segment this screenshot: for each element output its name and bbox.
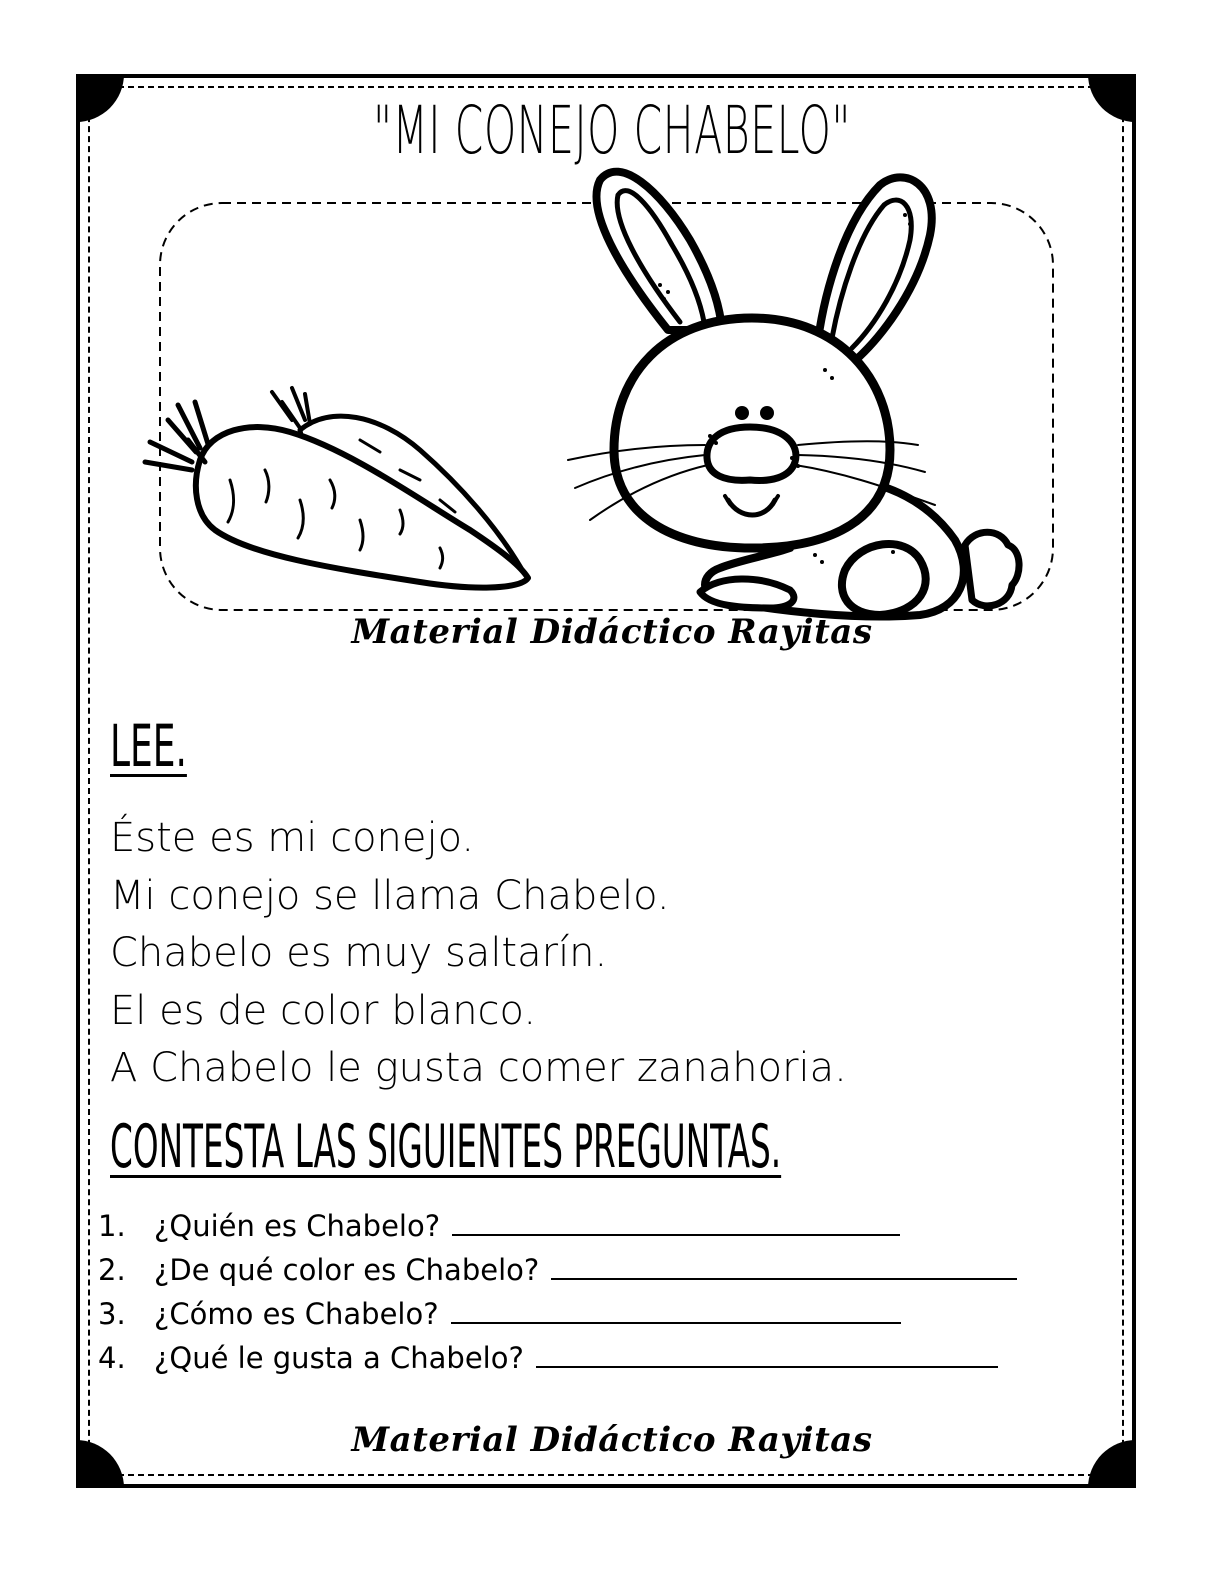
- question-item: [98, 1336, 1017, 1380]
- reading-line: Mi conejo se llama Chabelo.: [110, 872, 670, 919]
- question-item: [98, 1204, 1017, 1248]
- question-number: 2.: [98, 1253, 126, 1287]
- reading-passage: [110, 810, 847, 1098]
- reading-line: Chabelo es muy saltarín.: [110, 930, 608, 976]
- publisher-credit-top: Material Didáctico Rayitas: [351, 612, 873, 652]
- answer-line[interactable]: [551, 1252, 1017, 1280]
- question-item: [98, 1248, 1017, 1292]
- carrot-icon: [145, 388, 528, 588]
- question-text: ¿Cómo es Chabelo?: [154, 1297, 439, 1331]
- question-text: ¿Qué le gusta a Chabelo?: [154, 1341, 524, 1375]
- answer-line[interactable]: [536, 1340, 998, 1368]
- publisher-credit-bottom: Material Didáctico Rayitas: [351, 1420, 873, 1460]
- page-title: "MI CONEJO CHABELO": [373, 92, 851, 169]
- answer-line[interactable]: [451, 1296, 901, 1324]
- questions-heading: CONTESTA LAS SIGUIENTES PREGUNTAS.: [110, 1112, 782, 1182]
- reading-line: Éste es mi conejo.: [110, 815, 475, 861]
- reading-line: El es de color blanco.: [110, 987, 537, 1034]
- bunny-icon: [568, 172, 1019, 617]
- question-text: ¿Quién es Chabelo?: [154, 1209, 441, 1243]
- reading-line: A Chabelo le gusta comer zanahoria.: [110, 1045, 847, 1091]
- questions-list: [98, 1204, 1017, 1380]
- read-heading: LEE.: [110, 712, 187, 780]
- question-number: 4.: [98, 1341, 126, 1375]
- question-text: ¿De qué color es Chabelo?: [154, 1253, 540, 1287]
- question-item: [98, 1292, 1017, 1336]
- illustration: [0, 0, 1224, 700]
- question-number: 3.: [98, 1297, 126, 1331]
- question-number: 1.: [98, 1209, 126, 1243]
- answer-line[interactable]: [452, 1208, 900, 1236]
